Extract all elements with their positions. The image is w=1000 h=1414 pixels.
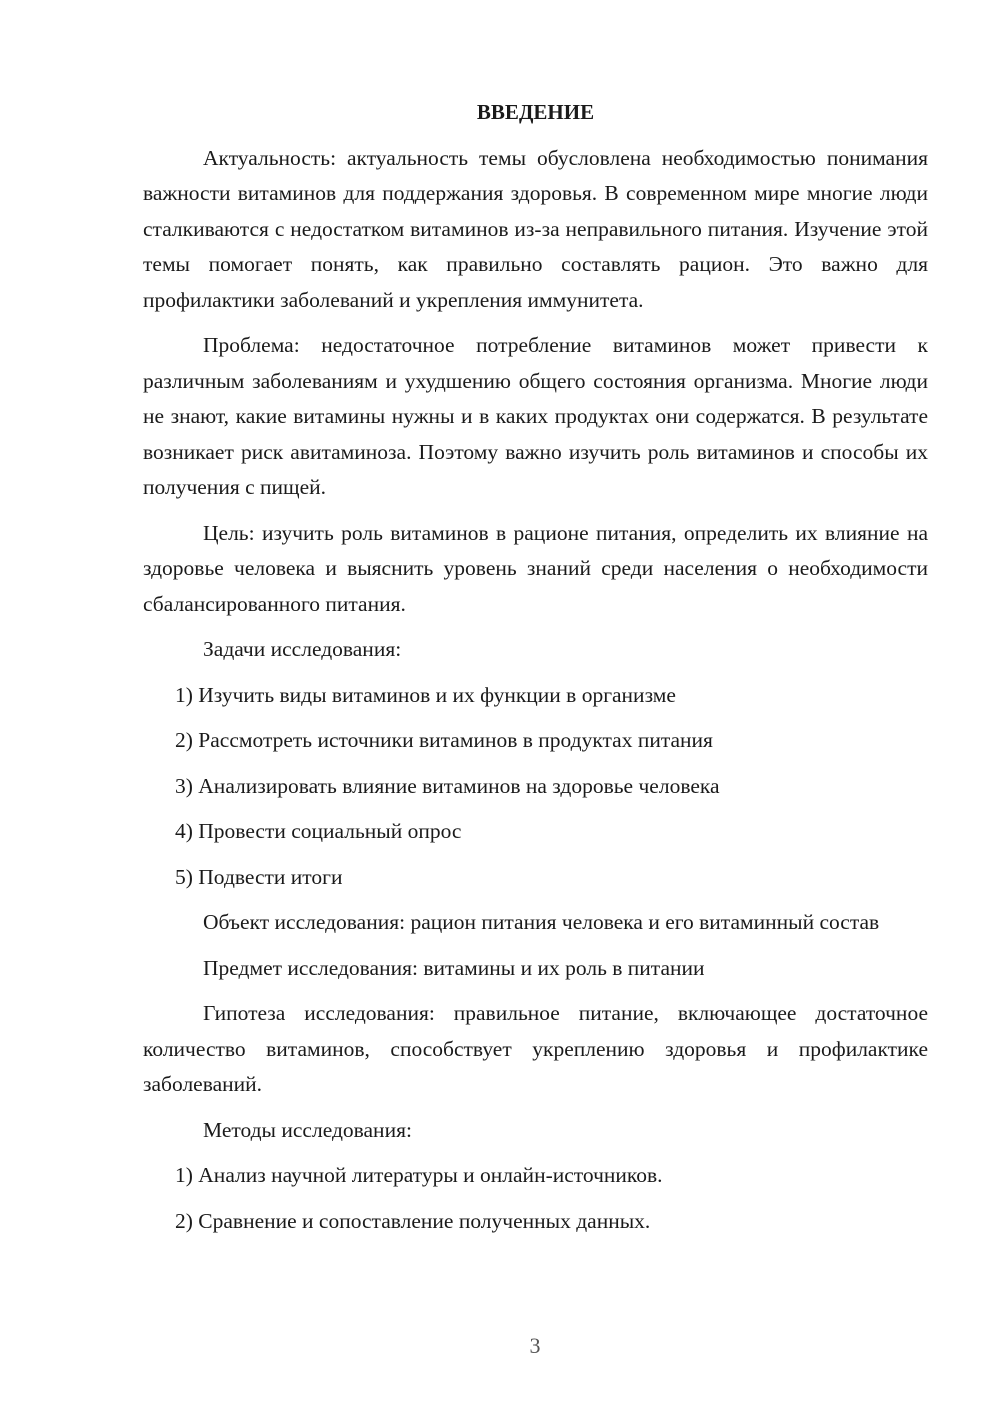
hypothesis-paragraph: Гипотеза исследования: правильное питание, включающее достаточное количество витаминов, способствует укреплению здоровья и профилактике заболеваний. xyxy=(143,1001,928,1096)
section-heading: ВВЕДЕНИЕ xyxy=(476,100,595,124)
tasks-list xyxy=(143,678,928,896)
methods-list xyxy=(143,1158,928,1239)
subject-paragraph: Предмет исследования: витамины и их роль в питании xyxy=(203,955,705,980)
tasks-heading: Задачи исследования: xyxy=(203,637,402,661)
object-paragraph: Объект исследования: рацион питания человека и его витаминный состав xyxy=(203,910,880,934)
document-page xyxy=(143,95,928,1249)
list-item: 3) Анализировать влияние витаминов на здоровье человека xyxy=(175,773,720,798)
page-number: 3 xyxy=(529,1333,541,1358)
list-item: 2) Рассмотреть источники витаминов в продуктах питания xyxy=(175,728,713,752)
goal-paragraph: Цель: изучить роль витаминов в рационе питания, определить их влияние на здоровье человека и выяснить уровень знаний среди населения о необходимости сбалансированного питания. xyxy=(143,520,928,616)
problem-paragraph: Проблема: недостаточное потребление витаминов может привести к различным заболеваниям и ухудшению общего состояния организма. Многие люди не знают, какие витамины нужны и в каких продуктах они содержатся. В результате возникает риск авитаминоза. Поэтому важно изучить роль витаминов и способы их получения с пищей. xyxy=(143,333,928,499)
list-item: 1) Анализ научной литературы и онлайн-источников. xyxy=(175,1163,663,1187)
relevance-paragraph: Актуальность: актуальность темы обусловлена необходимостью понимания важности витаминов для поддержания здоровья. В современном мире многие люди сталкиваются с недостатком витаминов из-за неправильного питания. Изучение этой темы помогает понять, как правильно составлять рацион. Это важно для профилактики заболеваний и укрепления иммунитета. xyxy=(143,145,928,312)
methods-heading: Методы исследования: xyxy=(203,1117,412,1142)
list-item: 2) Сравнение и сопоставление полученных данных. xyxy=(175,1208,651,1233)
list-item: 4) Провести социальный опрос xyxy=(175,819,462,843)
list-item: 5) Подвести итоги xyxy=(175,864,343,889)
list-item: 1) Изучить виды витаминов и их функции в организме xyxy=(175,682,676,707)
